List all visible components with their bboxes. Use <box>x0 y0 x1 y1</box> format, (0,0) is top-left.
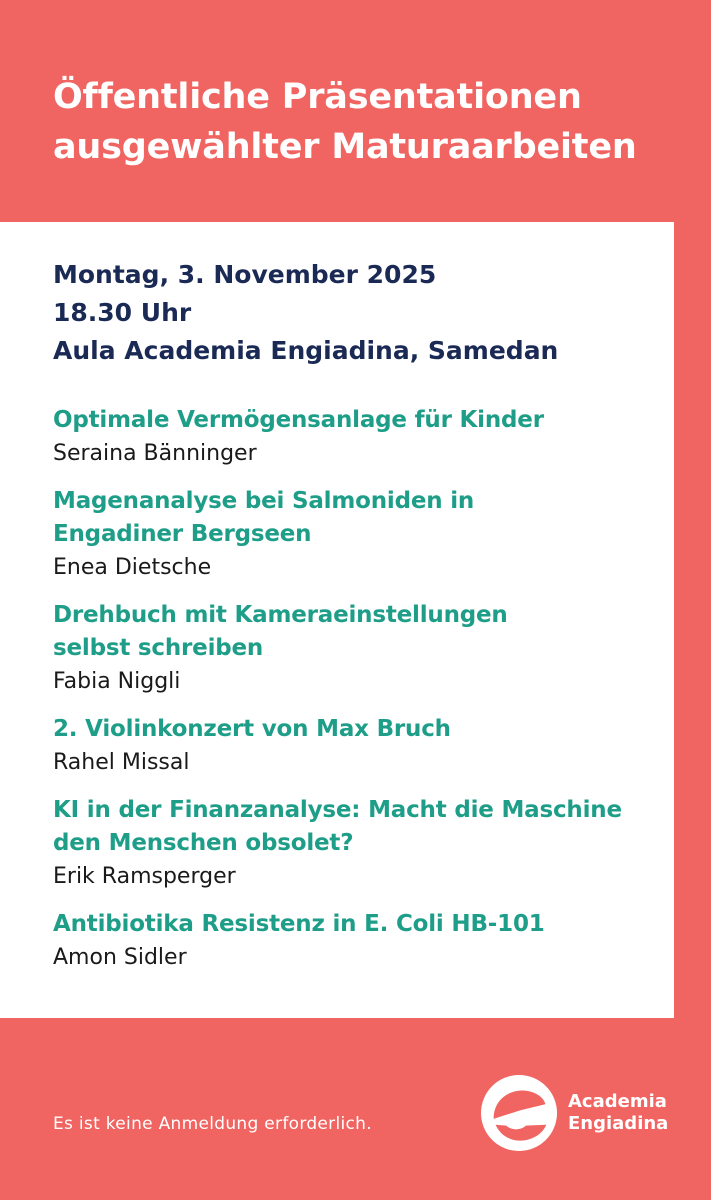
talk-list <box>53 404 668 989</box>
talk-title-line: selbst schreiben <box>53 635 264 661</box>
talk-item <box>53 485 668 584</box>
poster-title <box>53 72 703 172</box>
talk-title-line: 2. Violinkonzert von Max Bruch <box>53 716 451 742</box>
talk-author: Rahel Missal <box>53 750 190 775</box>
talk-title-line: Engadiner Bergseen <box>53 521 312 547</box>
talk-author: Seraina Bänninger <box>53 441 257 466</box>
program-card <box>0 222 674 1018</box>
talk-item <box>53 404 668 470</box>
talk-item <box>53 599 668 698</box>
logo-line-2: Engiadina <box>568 1113 669 1134</box>
event-time: 18.30 Uhr <box>53 298 192 327</box>
registration-note: Es ist keine Anmeldung erforderlich. <box>53 1114 372 1134</box>
talk-title <box>53 599 668 665</box>
talk-author: Amon Sidler <box>53 945 187 970</box>
talk-item <box>53 908 668 974</box>
talk-title-line: KI in der Finanzanalyse: Macht die Maschine <box>53 797 622 823</box>
logo-wordmark <box>568 1091 668 1135</box>
talk-title <box>53 404 668 437</box>
event-info <box>53 256 558 370</box>
talk-title-line: Magenanalyse bei Salmoniden in <box>53 488 475 514</box>
title-line-1: Öffentliche Präsentationen <box>53 77 582 117</box>
talk-title-line: den Menschen obsolet? <box>53 830 354 856</box>
talk-title-line: Optimale Vermögensanlage für Kinder <box>53 407 544 433</box>
talk-title-line: Drehbuch mit Kameraeinstellungen <box>53 602 508 628</box>
talk-author: Fabia Niggli <box>53 669 181 694</box>
talk-title-line: Antibiotika Resistenz in E. Coli HB-101 <box>53 911 545 937</box>
talk-author: Enea Dietsche <box>53 555 212 580</box>
title-line-2: ausgewählter Maturaarbeiten <box>53 127 637 167</box>
talk-title <box>53 485 668 551</box>
talk-title <box>53 713 668 746</box>
logo-line-1: Academia <box>568 1091 667 1112</box>
event-date: Montag, 3. November 2025 <box>53 260 437 289</box>
event-location: Aula Academia Engiadina, Samedan <box>53 336 559 365</box>
academia-engiadina-logo <box>480 1074 690 1154</box>
talk-item <box>53 794 668 893</box>
academia-engiadina-logo-mark-icon <box>480 1074 558 1152</box>
talk-item <box>53 713 668 779</box>
talk-title <box>53 908 668 941</box>
talk-author: Erik Ramsperger <box>53 864 236 889</box>
talk-title <box>53 794 668 860</box>
